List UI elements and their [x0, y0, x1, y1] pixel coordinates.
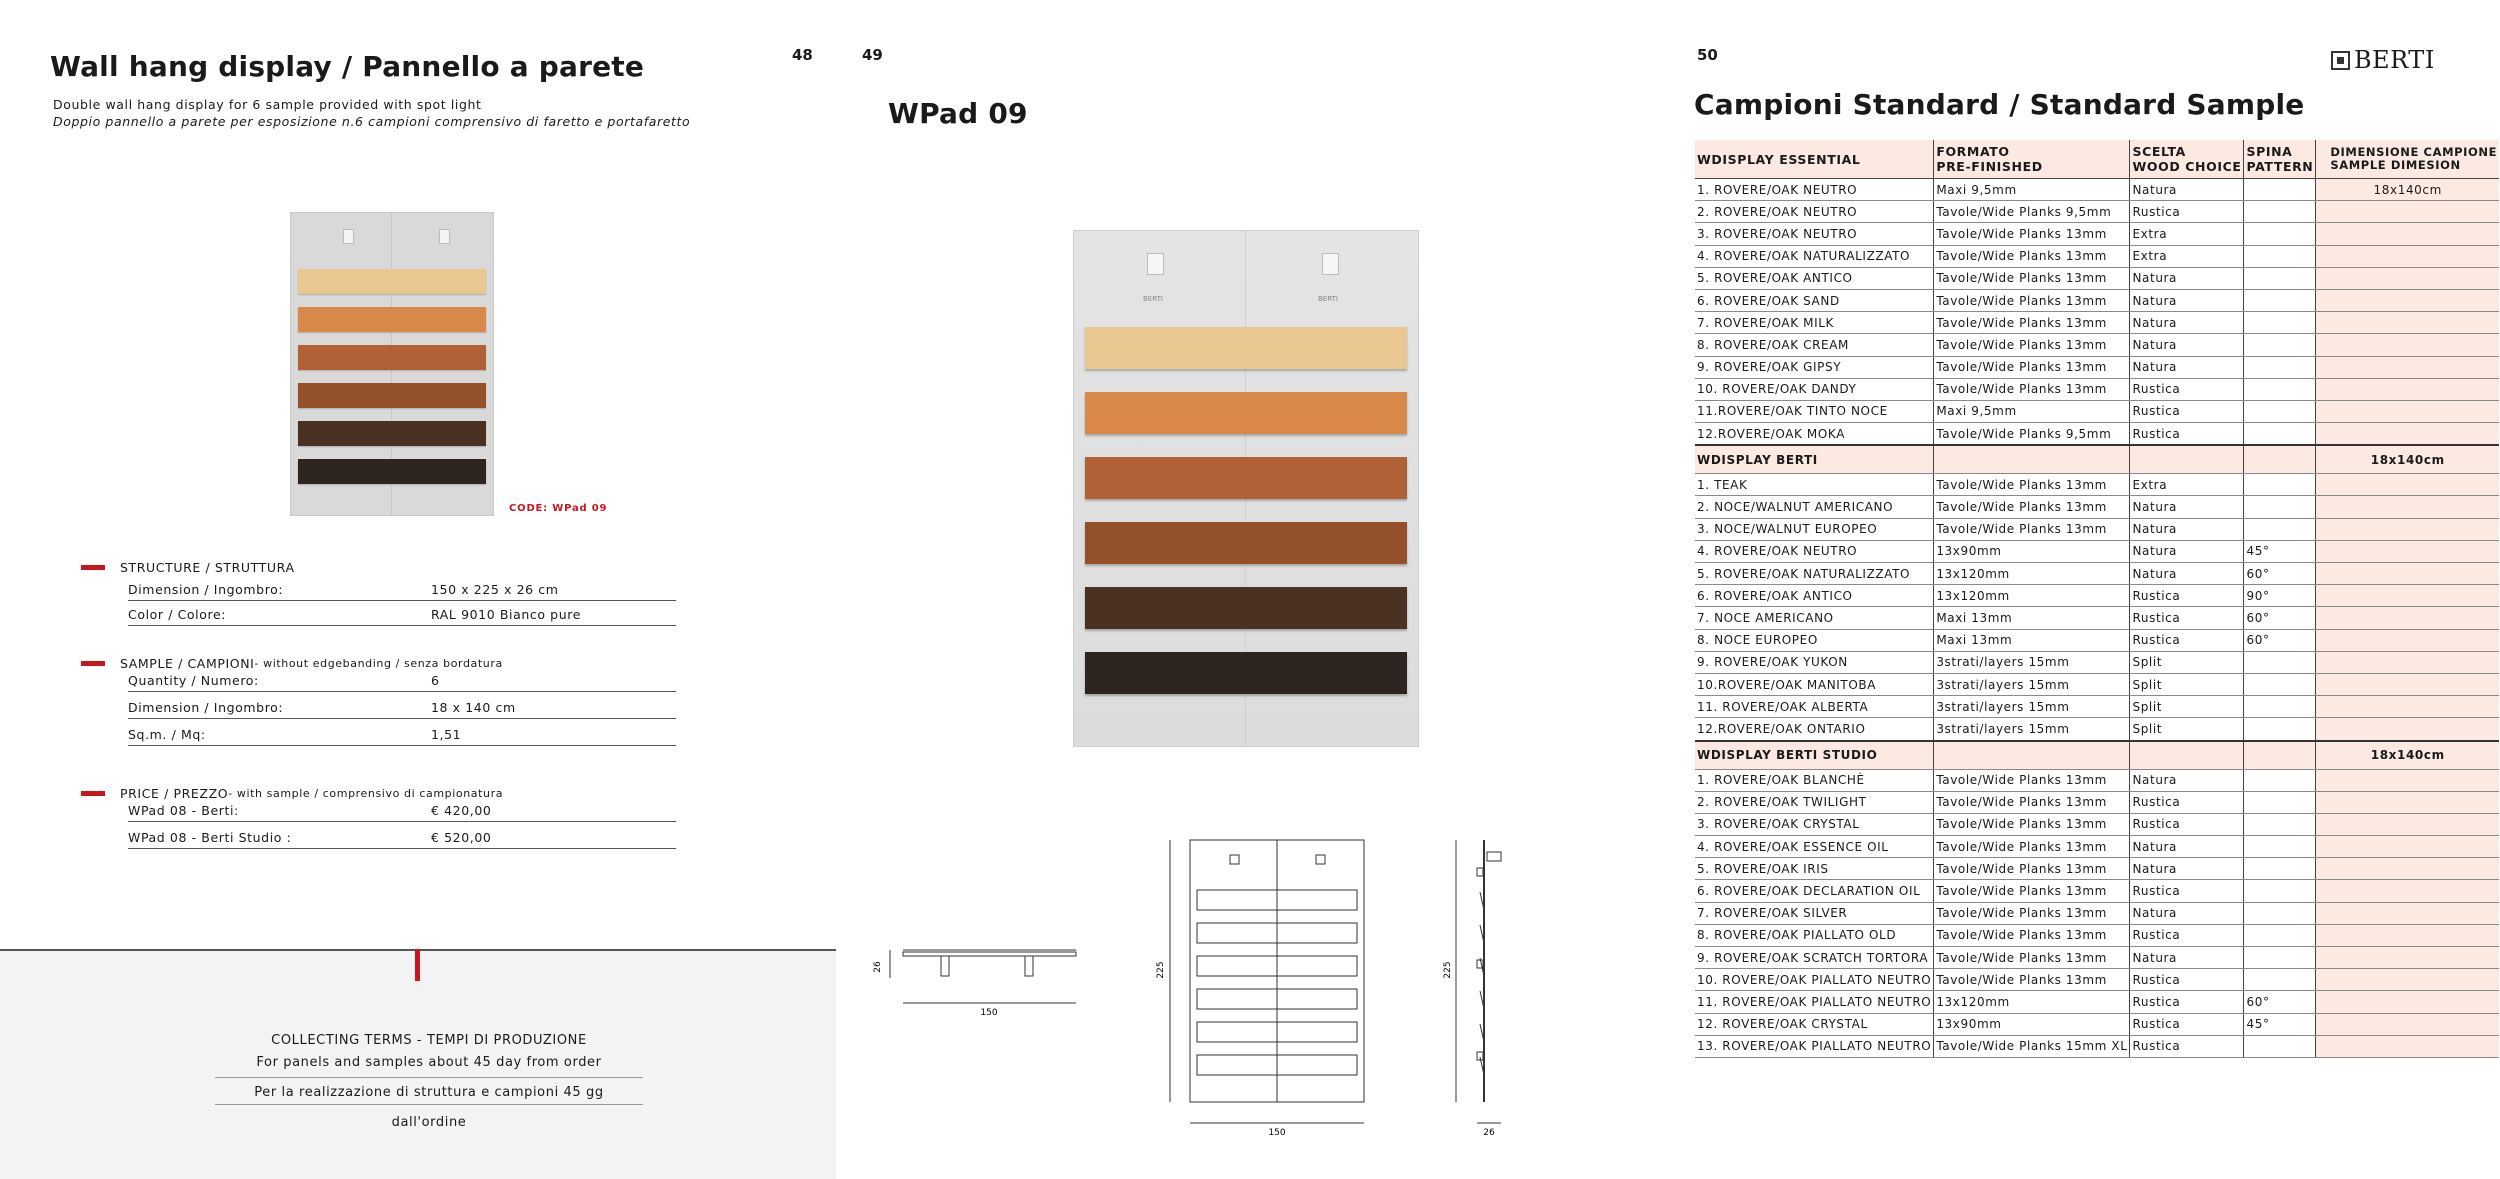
table-row	[1695, 969, 2499, 991]
table-row	[1695, 858, 2499, 880]
section-dimension: 18x140cm	[2316, 741, 2499, 770]
cell-empty	[1934, 741, 2130, 770]
terms-line-2: Per la realizzazione di struttura e campioni 45 gg dall'ordine	[215, 1078, 643, 1105]
table-row	[1695, 607, 2499, 629]
column-header-dimension: DIMENSIONE CAMPIONE SAMPLE DIMESION	[2316, 140, 2499, 179]
product-name: 10. ROVERE/OAK DANDY	[1695, 378, 1934, 400]
product-format: 3strati/layers 15mm	[1934, 718, 2130, 741]
product-pattern	[2244, 289, 2316, 311]
section-dimension: 18x140cm	[2316, 445, 2499, 474]
spec-row: Color / Colore: RAL 9010 Bianco pure	[128, 601, 676, 626]
spot-light-icon	[1147, 253, 1164, 275]
product-wood-choice: Natura	[2130, 356, 2244, 378]
product-format: Tavole/Wide Planks 13mm	[1934, 769, 2130, 791]
product-wood-choice: Natura	[2130, 769, 2244, 791]
product-format: Tavole/Wide Planks 13mm	[1934, 969, 2130, 991]
cell-empty	[2316, 836, 2499, 858]
product-wood-choice: Rustica	[2130, 423, 2244, 446]
spec-row: Quantity / Numero: 6	[128, 672, 676, 692]
table-row	[1695, 179, 2499, 201]
cell-empty	[2316, 289, 2499, 311]
product-pattern	[2244, 474, 2316, 496]
product-name: 2. NOCE/WALNUT AMERICANO	[1695, 496, 1934, 518]
section-name: WDISPLAY ESSENTIAL	[1695, 140, 1934, 179]
cell-empty	[2316, 924, 2499, 946]
product-wood-choice: Natura	[2130, 947, 2244, 969]
code-label: CODE: WPad 09	[509, 503, 608, 514]
cell-empty	[2316, 540, 2499, 562]
product-name: 9. ROVERE/OAK GIPSY	[1695, 356, 1934, 378]
column-header-pattern: SPINA PATTERN	[2244, 140, 2316, 179]
product-name: 10.ROVERE/OAK MANITOBA	[1695, 673, 1934, 695]
standard-samples-table	[1695, 140, 2499, 1058]
cell-empty	[2316, 223, 2499, 245]
cell-empty	[2316, 673, 2499, 695]
cell-empty	[2316, 400, 2499, 422]
product-name: 13. ROVERE/OAK PIALLATO NEUTRO	[1695, 1035, 1934, 1057]
cell-empty	[2316, 991, 2499, 1013]
product-format: 13x90mm	[1934, 540, 2130, 562]
product-name: 6. ROVERE/OAK DECLARATION OIL	[1695, 880, 1934, 902]
product-name: 6. ROVERE/OAK ANTICO	[1695, 585, 1934, 607]
product-name: 8. ROVERE/OAK PIALLATO OLD	[1695, 924, 1934, 946]
product-format: Tavole/Wide Planks 9,5mm	[1934, 423, 2130, 446]
product-format: Tavole/Wide Planks 13mm	[1934, 289, 2130, 311]
product-name: 8. ROVERE/OAK CREAM	[1695, 334, 1934, 356]
sample-heading: SAMPLE / CAMPIONI - without edgebanding / senza bordatura	[128, 654, 676, 672]
right-page-title: Campioni Standard / Standard Sample	[1694, 88, 2305, 121]
cell-empty	[2316, 696, 2499, 718]
table-row	[1695, 496, 2499, 518]
table-row	[1695, 813, 2499, 835]
column-header-format: FORMATO PRE-FINISHED	[1934, 140, 2130, 179]
product-wood-choice: Rustica	[2130, 629, 2244, 651]
section-header-row	[1695, 140, 2499, 179]
wood-sample-plank	[298, 345, 486, 370]
dim-height-label-side: 225	[1443, 961, 1453, 979]
cell-empty	[2316, 629, 2499, 651]
spec-row: WPad 08 - Berti Studio : € 520,00	[128, 822, 676, 849]
cell-empty	[2316, 718, 2499, 741]
product-format: Maxi 13mm	[1934, 629, 2130, 651]
product-pattern: 45°	[2244, 1013, 2316, 1035]
wood-sample-plank	[1085, 392, 1407, 434]
dim-width-label-front: 150	[1268, 1128, 1286, 1138]
product-pattern	[2244, 924, 2316, 946]
product-wood-choice: Natura	[2130, 858, 2244, 880]
product-format: Tavole/Wide Planks 15mm XL	[1934, 1035, 2130, 1057]
product-wood-choice: Rustica	[2130, 585, 2244, 607]
product-name: 9. ROVERE/OAK SCRATCH TORTORA	[1695, 947, 1934, 969]
wood-sample-plank	[1085, 587, 1407, 629]
product-name: 3. ROVERE/OAK NEUTRO	[1695, 223, 1934, 245]
table-row	[1695, 718, 2499, 741]
cell-empty	[2316, 607, 2499, 629]
product-format: Tavole/Wide Planks 13mm	[1934, 518, 2130, 540]
product-pattern	[2244, 969, 2316, 991]
page-number-49: 49	[862, 46, 883, 64]
product-wood-choice: Rustica	[2130, 378, 2244, 400]
wood-sample-plank	[298, 307, 486, 332]
left-page-title: Wall hang display / Pannello a parete	[50, 50, 645, 83]
wood-sample-plank	[298, 269, 486, 294]
product-name: 4. ROVERE/OAK NEUTRO	[1695, 540, 1934, 562]
product-format: Tavole/Wide Planks 13mm	[1934, 836, 2130, 858]
product-wood-choice: Natura	[2130, 902, 2244, 924]
product-name: 7. ROVERE/OAK MILK	[1695, 312, 1934, 334]
product-wood-choice: Rustica	[2130, 791, 2244, 813]
table-row	[1695, 289, 2499, 311]
wood-sample-plank	[298, 421, 486, 446]
cell-empty	[2316, 267, 2499, 289]
product-format: Tavole/Wide Planks 13mm	[1934, 356, 2130, 378]
front-view-drawing	[1170, 840, 1364, 1123]
cell-empty	[2316, 518, 2499, 540]
product-pattern	[2244, 201, 2316, 223]
wood-sample-plank	[1085, 327, 1407, 369]
page-number-48: 48	[792, 46, 813, 64]
cell-empty	[2244, 445, 2316, 474]
table-row	[1695, 696, 2499, 718]
product-name: 11. ROVERE/OAK PIALLATO NEUTRO	[1695, 991, 1934, 1013]
cell-empty	[2316, 201, 2499, 223]
product-pattern	[2244, 673, 2316, 695]
table-row	[1695, 378, 2499, 400]
cell-empty	[2316, 585, 2499, 607]
table-row	[1695, 791, 2499, 813]
terms-heading: COLLECTING TERMS - TEMPI DI PRODUZIONE	[271, 1033, 587, 1048]
product-wood-choice: Rustica	[2130, 400, 2244, 422]
product-wood-choice: Natura	[2130, 540, 2244, 562]
product-pattern: 45°	[2244, 540, 2316, 562]
product-name: 5. ROVERE/OAK IRIS	[1695, 858, 1934, 880]
product-format: Tavole/Wide Planks 13mm	[1934, 947, 2130, 969]
product-wood-choice: Natura	[2130, 289, 2244, 311]
cell-empty	[2316, 813, 2499, 835]
product-format: 13x90mm	[1934, 1013, 2130, 1035]
product-pattern	[2244, 496, 2316, 518]
cell-empty	[2316, 791, 2499, 813]
spot-light-icon	[343, 229, 354, 244]
mini-logo: BERTI	[1318, 295, 1338, 303]
product-name: 11.ROVERE/OAK TINTO NOCE	[1695, 400, 1934, 422]
product-format: Tavole/Wide Planks 13mm	[1934, 223, 2130, 245]
wood-sample-plank	[1085, 522, 1407, 564]
cell-empty	[2316, 969, 2499, 991]
product-pattern	[2244, 880, 2316, 902]
product-format: Tavole/Wide Planks 13mm	[1934, 267, 2130, 289]
wood-sample-plank	[1085, 652, 1407, 694]
product-pattern: 90°	[2244, 585, 2316, 607]
product-pattern	[2244, 400, 2316, 422]
product-wood-choice: Natura	[2130, 312, 2244, 334]
product-pattern	[2244, 356, 2316, 378]
table-row	[1695, 563, 2499, 585]
table-row	[1695, 836, 2499, 858]
product-pattern	[2244, 267, 2316, 289]
product-wood-choice: Split	[2130, 651, 2244, 673]
product-wood-choice: Rustica	[2130, 201, 2244, 223]
spec-row: WPad 08 - Berti: € 420,00	[128, 802, 676, 822]
product-pattern	[2244, 1035, 2316, 1057]
product-pattern	[2244, 245, 2316, 267]
small-product-photo	[290, 212, 494, 516]
product-wood-choice: Natura	[2130, 496, 2244, 518]
product-pattern: 60°	[2244, 629, 2316, 651]
product-name: 1. ROVERE/OAK NEUTRO	[1695, 179, 1934, 201]
product-pattern	[2244, 858, 2316, 880]
product-pattern	[2244, 423, 2316, 446]
product-wood-choice: Split	[2130, 718, 2244, 741]
table-row	[1695, 880, 2499, 902]
table-row	[1695, 267, 2499, 289]
product-format: Tavole/Wide Planks 9,5mm	[1934, 201, 2130, 223]
product-format: Tavole/Wide Planks 13mm	[1934, 496, 2130, 518]
cell-empty	[2316, 1035, 2499, 1057]
table-row	[1695, 423, 2499, 446]
product-pattern	[2244, 312, 2316, 334]
wood-sample-plank	[298, 459, 486, 484]
dim-depth-label-top: 26	[873, 961, 883, 973]
product-format: 3strati/layers 15mm	[1934, 651, 2130, 673]
cell-empty	[2316, 245, 2499, 267]
product-pattern	[2244, 769, 2316, 791]
product-pattern	[2244, 651, 2316, 673]
table-row	[1695, 245, 2499, 267]
product-format: 13x120mm	[1934, 585, 2130, 607]
section-header-row	[1695, 445, 2499, 474]
table-row	[1695, 651, 2499, 673]
product-name: 12.ROVERE/OAK ONTARIO	[1695, 718, 1934, 741]
product-wood-choice: Natura	[2130, 518, 2244, 540]
product-pattern	[2244, 902, 2316, 924]
table-row	[1695, 474, 2499, 496]
product-wood-choice: Extra	[2130, 245, 2244, 267]
product-wood-choice: Split	[2130, 696, 2244, 718]
cell-empty	[2244, 741, 2316, 770]
product-name: 10. ROVERE/OAK PIALLATO NEUTRO	[1695, 969, 1934, 991]
left-subtitle-en: Double wall hang display for 6 sample provided with spot light	[53, 97, 482, 112]
product-wood-choice: Rustica	[2130, 924, 2244, 946]
product-pattern	[2244, 223, 2316, 245]
cell-empty	[2316, 769, 2499, 791]
side-view-drawing	[1456, 840, 1501, 1123]
product-name: 3. NOCE/WALNUT EUROPEO	[1695, 518, 1934, 540]
mini-logo: BERTI	[1143, 295, 1163, 303]
spec-row: Sq.m. / Mq: 1,51	[128, 719, 676, 746]
product-name: 9. ROVERE/OAK YUKON	[1695, 651, 1934, 673]
cell-empty	[2316, 880, 2499, 902]
specs-block	[120, 558, 676, 849]
product-format: 13x120mm	[1934, 991, 2130, 1013]
dim-depth-label-side: 26	[1483, 1128, 1495, 1138]
product-format: 3strati/layers 15mm	[1934, 696, 2130, 718]
product-format: Tavole/Wide Planks 13mm	[1934, 924, 2130, 946]
product-wood-choice: Natura	[2130, 563, 2244, 585]
product-name: 4. ROVERE/OAK ESSENCE OIL	[1695, 836, 1934, 858]
product-name: 3. ROVERE/OAK CRYSTAL	[1695, 813, 1934, 835]
table-row	[1695, 629, 2499, 651]
cell-empty	[2316, 858, 2499, 880]
cell-empty	[2316, 1013, 2499, 1035]
column-header-wood-choice: SCELTA WOOD CHOICE	[2130, 140, 2244, 179]
table-row	[1695, 1035, 2499, 1057]
product-pattern: 60°	[2244, 563, 2316, 585]
product-wood-choice: Rustica	[2130, 1035, 2244, 1057]
product-format: Maxi 9,5mm	[1934, 179, 2130, 201]
red-marker	[415, 949, 420, 981]
product-name: 1. ROVERE/OAK BLANCHÈ	[1695, 769, 1934, 791]
product-wood-choice: Natura	[2130, 179, 2244, 201]
product-name: 8. NOCE EUROPEO	[1695, 629, 1934, 651]
product-name: 7. ROVERE/OAK SILVER	[1695, 902, 1934, 924]
table-row	[1695, 585, 2499, 607]
table-row	[1695, 356, 2499, 378]
table-row	[1695, 201, 2499, 223]
cell-empty	[2316, 378, 2499, 400]
cell-empty	[2316, 474, 2499, 496]
spec-row: Dimension / Ingombro: 150 x 225 x 26 cm	[128, 576, 676, 601]
spot-light-icon	[1322, 253, 1339, 275]
table-row	[1695, 924, 2499, 946]
cell-empty	[2316, 356, 2499, 378]
structure-heading: STRUCTURE / STRUTTURA	[128, 558, 676, 576]
cell-empty	[2316, 651, 2499, 673]
price-heading: PRICE / PREZZO - with sample / comprensivo di campionatura	[128, 784, 676, 802]
brand-logo: BERTI	[2331, 46, 2435, 74]
product-pattern	[2244, 836, 2316, 858]
product-name: 5. ROVERE/OAK ANTICO	[1695, 267, 1934, 289]
product-name: 12.ROVERE/OAK MOKA	[1695, 423, 1934, 446]
technical-drawings	[860, 830, 1520, 1150]
product-name: 12. ROVERE/OAK CRYSTAL	[1695, 1013, 1934, 1035]
product-pattern	[2244, 791, 2316, 813]
product-format: Tavole/Wide Planks 13mm	[1934, 378, 2130, 400]
section-dimension: 18x140cm	[2316, 179, 2499, 201]
product-wood-choice: Rustica	[2130, 991, 2244, 1013]
cell-empty	[2316, 902, 2499, 924]
wood-sample-plank	[298, 383, 486, 408]
dim-height-label-front: 225	[1156, 961, 1166, 979]
spec-row: Dimension / Ingombro: 18 x 140 cm	[128, 692, 676, 719]
product-wood-choice: Extra	[2130, 223, 2244, 245]
table-row	[1695, 902, 2499, 924]
product-format: Tavole/Wide Planks 13mm	[1934, 902, 2130, 924]
product-wood-choice: Extra	[2130, 474, 2244, 496]
table-row	[1695, 223, 2499, 245]
cell-empty	[2316, 563, 2499, 585]
terms-block	[0, 949, 836, 1179]
product-wood-choice: Split	[2130, 673, 2244, 695]
cell-empty	[2130, 741, 2244, 770]
product-format: Tavole/Wide Planks 13mm	[1934, 312, 2130, 334]
product-name: 7. NOCE AMERICANO	[1695, 607, 1934, 629]
product-wood-choice: Natura	[2130, 836, 2244, 858]
product-format: Maxi 13mm	[1934, 607, 2130, 629]
product-format: Maxi 9,5mm	[1934, 400, 2130, 422]
product-pattern: 60°	[2244, 991, 2316, 1013]
section-header-row	[1695, 741, 2499, 770]
spot-light-icon	[439, 229, 450, 244]
product-pattern: 60°	[2244, 607, 2316, 629]
product-format: Tavole/Wide Planks 13mm	[1934, 245, 2130, 267]
table-row	[1695, 947, 2499, 969]
page-number-50: 50	[1697, 46, 1718, 64]
brand-logo-icon	[2331, 51, 2350, 70]
table-row	[1695, 769, 2499, 791]
product-format: Tavole/Wide Planks 13mm	[1934, 791, 2130, 813]
cell-empty	[1934, 445, 2130, 474]
product-pattern	[2244, 518, 2316, 540]
product-wood-choice: Rustica	[2130, 969, 2244, 991]
dim-width-label-top: 150	[980, 1008, 998, 1018]
product-wood-choice: Rustica	[2130, 813, 2244, 835]
product-name: 2. ROVERE/OAK NEUTRO	[1695, 201, 1934, 223]
section-name: WDISPLAY BERTI STUDIO	[1695, 741, 1934, 770]
product-wood-choice: Rustica	[2130, 1013, 2244, 1035]
terms-line-1: For panels and samples about 45 day from order	[215, 1055, 643, 1078]
product-wood-choice: Rustica	[2130, 607, 2244, 629]
product-pattern	[2244, 947, 2316, 969]
cell-empty	[2316, 496, 2499, 518]
product-format: Tavole/Wide Planks 13mm	[1934, 813, 2130, 835]
product-name: 5. ROVERE/OAK NATURALIZZATO	[1695, 563, 1934, 585]
product-pattern	[2244, 696, 2316, 718]
left-subtitle-it: Doppio pannello a parete per esposizione n.6 campioni comprensivo di faretto e portafaretto	[53, 114, 691, 129]
table-row	[1695, 1013, 2499, 1035]
product-name: 2. ROVERE/OAK TWILIGHT	[1695, 791, 1934, 813]
middle-page-title: WPad 09	[888, 97, 1028, 130]
product-wood-choice: Rustica	[2130, 880, 2244, 902]
table-row	[1695, 312, 2499, 334]
product-format: Tavole/Wide Planks 13mm	[1934, 880, 2130, 902]
cell-empty	[2316, 312, 2499, 334]
product-format: Tavole/Wide Planks 13mm	[1934, 334, 2130, 356]
table-row	[1695, 991, 2499, 1013]
wood-sample-plank	[1085, 457, 1407, 499]
product-pattern	[2244, 179, 2316, 201]
product-name: 4. ROVERE/OAK NATURALIZZATO	[1695, 245, 1934, 267]
section-name: WDISPLAY BERTI	[1695, 445, 1934, 474]
cell-empty	[2130, 445, 2244, 474]
large-product-photo	[1073, 230, 1419, 747]
table-row	[1695, 518, 2499, 540]
product-wood-choice: Natura	[2130, 267, 2244, 289]
cell-empty	[2316, 947, 2499, 969]
product-format: Tavole/Wide Planks 13mm	[1934, 858, 2130, 880]
top-view-drawing	[890, 950, 1076, 1003]
table-row	[1695, 334, 2499, 356]
cell-empty	[2316, 334, 2499, 356]
product-pattern	[2244, 378, 2316, 400]
product-name: 11. ROVERE/OAK ALBERTA	[1695, 696, 1934, 718]
product-pattern	[2244, 718, 2316, 741]
product-name: 6. ROVERE/OAK SAND	[1695, 289, 1934, 311]
product-name: 1. TEAK	[1695, 474, 1934, 496]
product-format: 3strati/layers 15mm	[1934, 673, 2130, 695]
product-wood-choice: Natura	[2130, 334, 2244, 356]
product-pattern	[2244, 813, 2316, 835]
table-row	[1695, 673, 2499, 695]
table-row	[1695, 400, 2499, 422]
product-format: 13x120mm	[1934, 563, 2130, 585]
table-row	[1695, 540, 2499, 562]
cell-empty	[2316, 423, 2499, 446]
product-format: Tavole/Wide Planks 13mm	[1934, 474, 2130, 496]
product-pattern	[2244, 334, 2316, 356]
